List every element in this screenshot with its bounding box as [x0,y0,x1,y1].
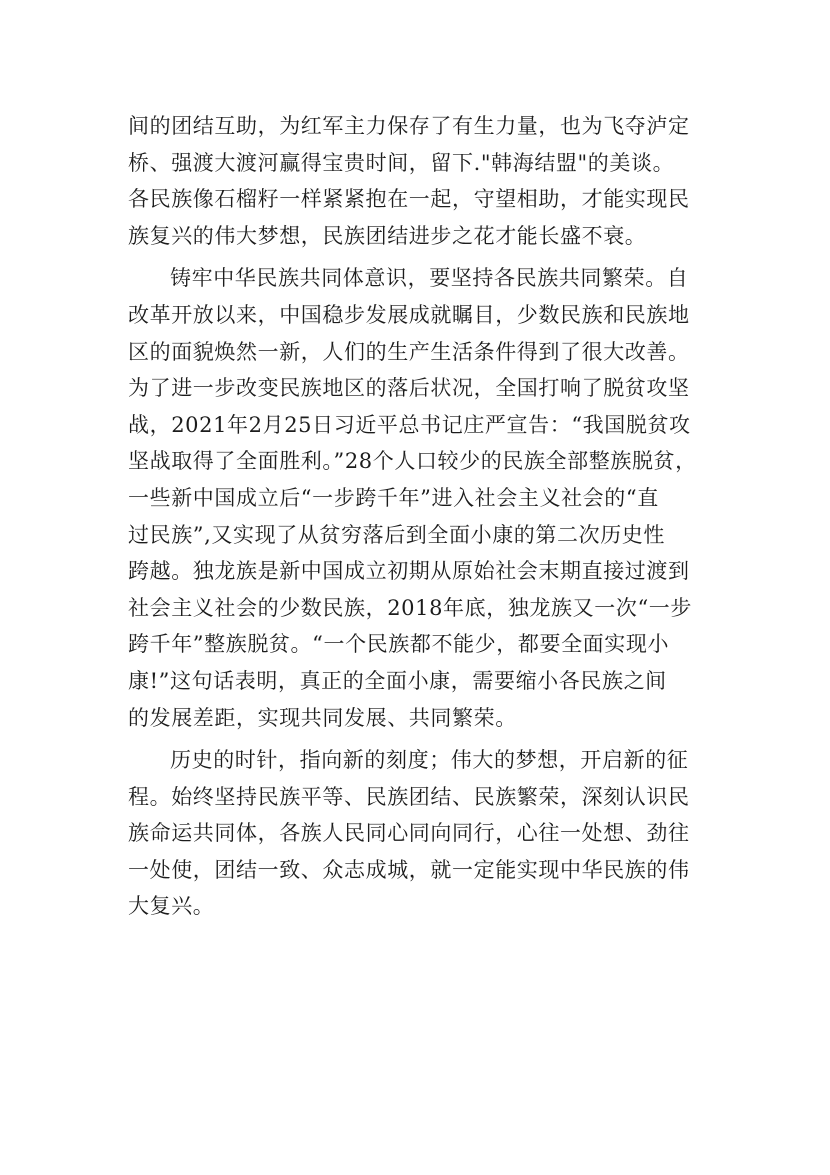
paragraph [128,260,718,736]
text-line: 区的面貌焕然一新，人们的生产生活条件得到了很大改善。 [128,339,690,364]
text-line: 族复兴的伟大梦想，民族团结进步之花才能长盛不衰。 [128,223,647,248]
text-line: 各民族像石榴籽一样紧紧抱在一起，守望相助，才能实现民 [128,187,690,212]
document-body [128,108,718,925]
text-line: 为了进一步改变民族地区的落后状况，全国打响了脱贫攻坚 [128,376,690,401]
text-line: 一处使，团结一致、众志成城，就一定能实现中华民族的伟 [128,857,690,882]
text-line: 铸牢中华民族共同体意识，要坚持各民族共同繁荣。自 [170,266,689,291]
text-line: 间的团结互助，为红军主力保存了有生力量，也为飞夺泸定 [128,114,690,138]
text-line: 过民族”,又实现了从贫穷落后到全面小康的第二次历史性 [128,522,666,547]
text-line: 族命运共同体，各族人民同心同向同行，心往一处想、劲往 [128,821,690,846]
text-line: 康!”这句话表明，真正的全面小康，需要缩小各民族之间 [128,668,667,693]
text-line: 一些新中国成立后“一步跨千年”进入社会主义社会的“直 [128,485,659,510]
text-line: 的发展差距，实现共同发展、共同繁荣。 [128,705,517,730]
paragraph [128,108,718,254]
text-line: 大复兴。 [128,894,215,919]
paragraph [128,742,718,925]
text-line: 战，2021年2月25日习近平总书记庄严宣告：“我国脱贫攻 [128,412,691,437]
text-line: 跨千年”整族脱贫。“一个民族都不能少，都要全面实现小 [128,632,670,657]
text-line: 历史的时针，指向新的刻度；伟大的梦想，开启新的征 [170,748,689,773]
text-line: 桥、强渡大渡河赢得宝贵时间，留下."韩海结盟"的美谈。 [128,150,675,175]
text-line: 改革开放以来，中国稳步发展成就瞩目，少数民族和民族地 [128,302,690,327]
text-line: 程。始终坚持民族平等、民族团结、民族繁荣，深刻认识民 [128,784,690,809]
text-line: 社会主义社会的少数民族，2018年底，独龙族又一次“一步 [128,595,692,620]
text-line: 坚战取得了全面胜利。”28个人口较少的民族全部整族脱贫， [128,449,697,474]
text-line: 跨越。独龙族是新中国成立初期从原始社会末期直接过渡到 [128,559,690,584]
